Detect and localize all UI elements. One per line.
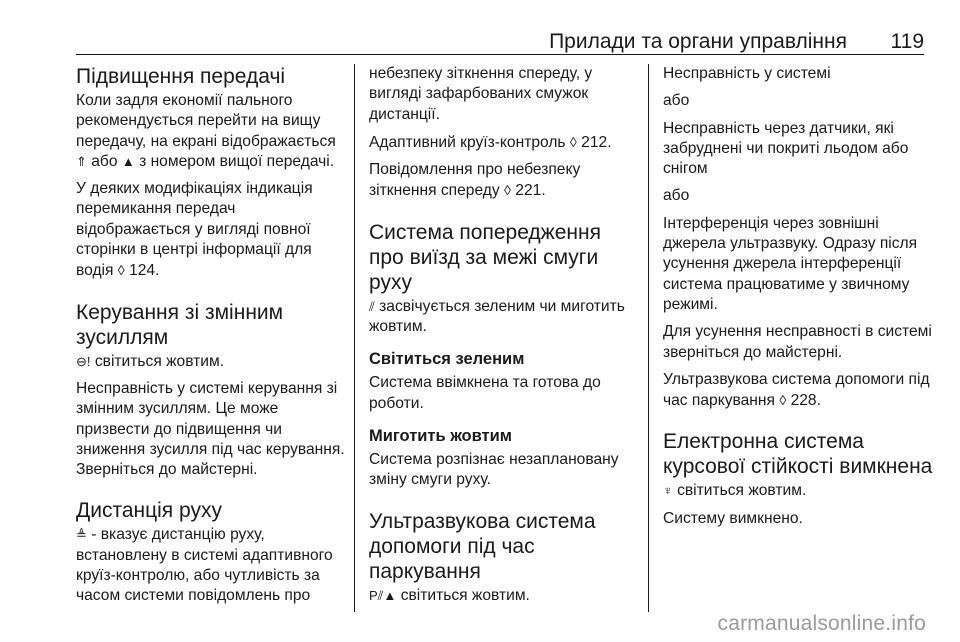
paragraph-parking: P⫽▲ світиться жовтим. xyxy=(369,586,641,606)
upshift-triangle-icon: ▲ xyxy=(121,153,135,169)
page-number: 119 xyxy=(890,30,924,53)
paragraph-lane: ⫽ засвічується зеленим чи миготить жовтим. xyxy=(369,297,625,336)
page-reference-icon: ◊ xyxy=(504,182,511,199)
paragraph-fcw: Повідомлення про небезпеку зіткнення спереду ◊ 221. xyxy=(369,161,581,200)
paragraph-or-2: або xyxy=(663,187,690,205)
paragraph-acc: Адаптивний круїз-контроль ◊ 212. xyxy=(369,133,612,151)
paragraph-parking-ref: Ультразвукова система допомоги під час паркування ◊ 228. xyxy=(663,370,930,410)
page-reference-icon: ◊ xyxy=(117,262,125,279)
paragraph-fault-1: Несправність у системі xyxy=(663,65,831,82)
column-divider-2 xyxy=(648,64,649,612)
page-reference-icon: ◊ xyxy=(569,133,577,150)
paragraph-repair: Для усунення несправності в системі зверніться до майстерні. xyxy=(663,323,932,361)
header-rule xyxy=(76,54,924,55)
page-reference-link[interactable]: 221. xyxy=(515,182,546,200)
page-reference-icon: ◊ xyxy=(779,392,787,409)
page-reference-link[interactable]: 212. xyxy=(581,133,612,151)
lane-departure-icon: ⫽ xyxy=(369,298,375,314)
paragraph-esc-1: ♆ світиться жовтим. xyxy=(663,481,933,501)
column-3 xyxy=(663,64,933,536)
paragraph-esc-2: Систему вимкнено. xyxy=(663,509,803,527)
column-divider-1 xyxy=(354,64,355,612)
steering-warning-icon: ⊖! xyxy=(76,353,91,369)
header-title: Прилади та органи управління xyxy=(549,30,847,53)
watermark: carmanualsonline.info xyxy=(717,612,926,635)
paragraph-steering-2: Несправність у системі керування зі змінним зусиллям. Це може призвести до підвищення чи зниження зусилля під час керування. Зверніться до майстерні. xyxy=(76,379,345,479)
esc-off-icon: ♆ xyxy=(663,483,673,499)
page-header xyxy=(0,30,960,60)
heading-parking-assist: Ультразвукова система допомоги під час паркування xyxy=(369,509,596,583)
subheading-blinking-yellow: Миготить жовтим xyxy=(369,426,512,445)
heading-gear-shift: Підвищення передачі xyxy=(76,65,286,88)
vehicle-distance-icon: ≜ xyxy=(76,527,87,543)
column-1 xyxy=(76,64,348,614)
paragraph-or-1: або xyxy=(663,92,690,110)
paragraph-interference: Інтерференція через зовнішні джерела ультразвуку. Одразу після усунення джерела інтерференції система працюватиме у звичному режимі. xyxy=(663,214,918,313)
column-2 xyxy=(369,64,641,613)
heading-following-distance: Дистанція руху xyxy=(76,499,222,523)
heading-esc-off: Електронна система курсової стійкості вимкнена xyxy=(663,430,933,479)
paragraph-distance-cont: небезпеку зіткнення спереду, у вигляді зафарбованих смужок дистанції. xyxy=(369,65,593,123)
page-reference-link[interactable]: 124. xyxy=(129,262,160,280)
paragraph-blinking-yellow: Система розпізнає незаплановану зміну смуги руху. xyxy=(369,450,619,489)
page-reference-link[interactable]: 228. xyxy=(790,392,821,410)
heading-lane-departure: Система попередження про виїзд за межі смуги руху xyxy=(369,220,601,294)
paragraph-distance: ≜ - вказує дистанцію руху, встановлену в системі адаптивного круїз-контролю, або чутливість за часом системи повідомлень про xyxy=(76,526,333,605)
paragraph-fault-2: Несправність через датчики, які забруднені чи покриті льодом або снігом xyxy=(663,119,909,178)
paragraph-gear-1: Коли задля економії пального рекомендується перейти на вищу передачу, на екрані відображається ⇑ або ▲ з номером вищої передачі. xyxy=(76,91,348,172)
paragraph-lit-green: Система ввімкнена та готова до роботи. xyxy=(369,374,601,412)
paragraph-gear-2: У деяких модифікаціях індикація перемикання передач відображається у вигляді повної сторінки в центрі інформації для водія ◊ 124. xyxy=(76,180,313,280)
subheading-lit-green: Світиться зеленим xyxy=(369,350,525,369)
paragraph-steering-1: ⊖! світиться жовтим. xyxy=(76,352,348,372)
parking-assist-icon: P⫽▲ xyxy=(369,587,397,603)
upshift-arrow-icon: ⇑ xyxy=(76,153,87,169)
heading-variable-steering: Керування зі змінним зусиллям xyxy=(76,300,284,349)
